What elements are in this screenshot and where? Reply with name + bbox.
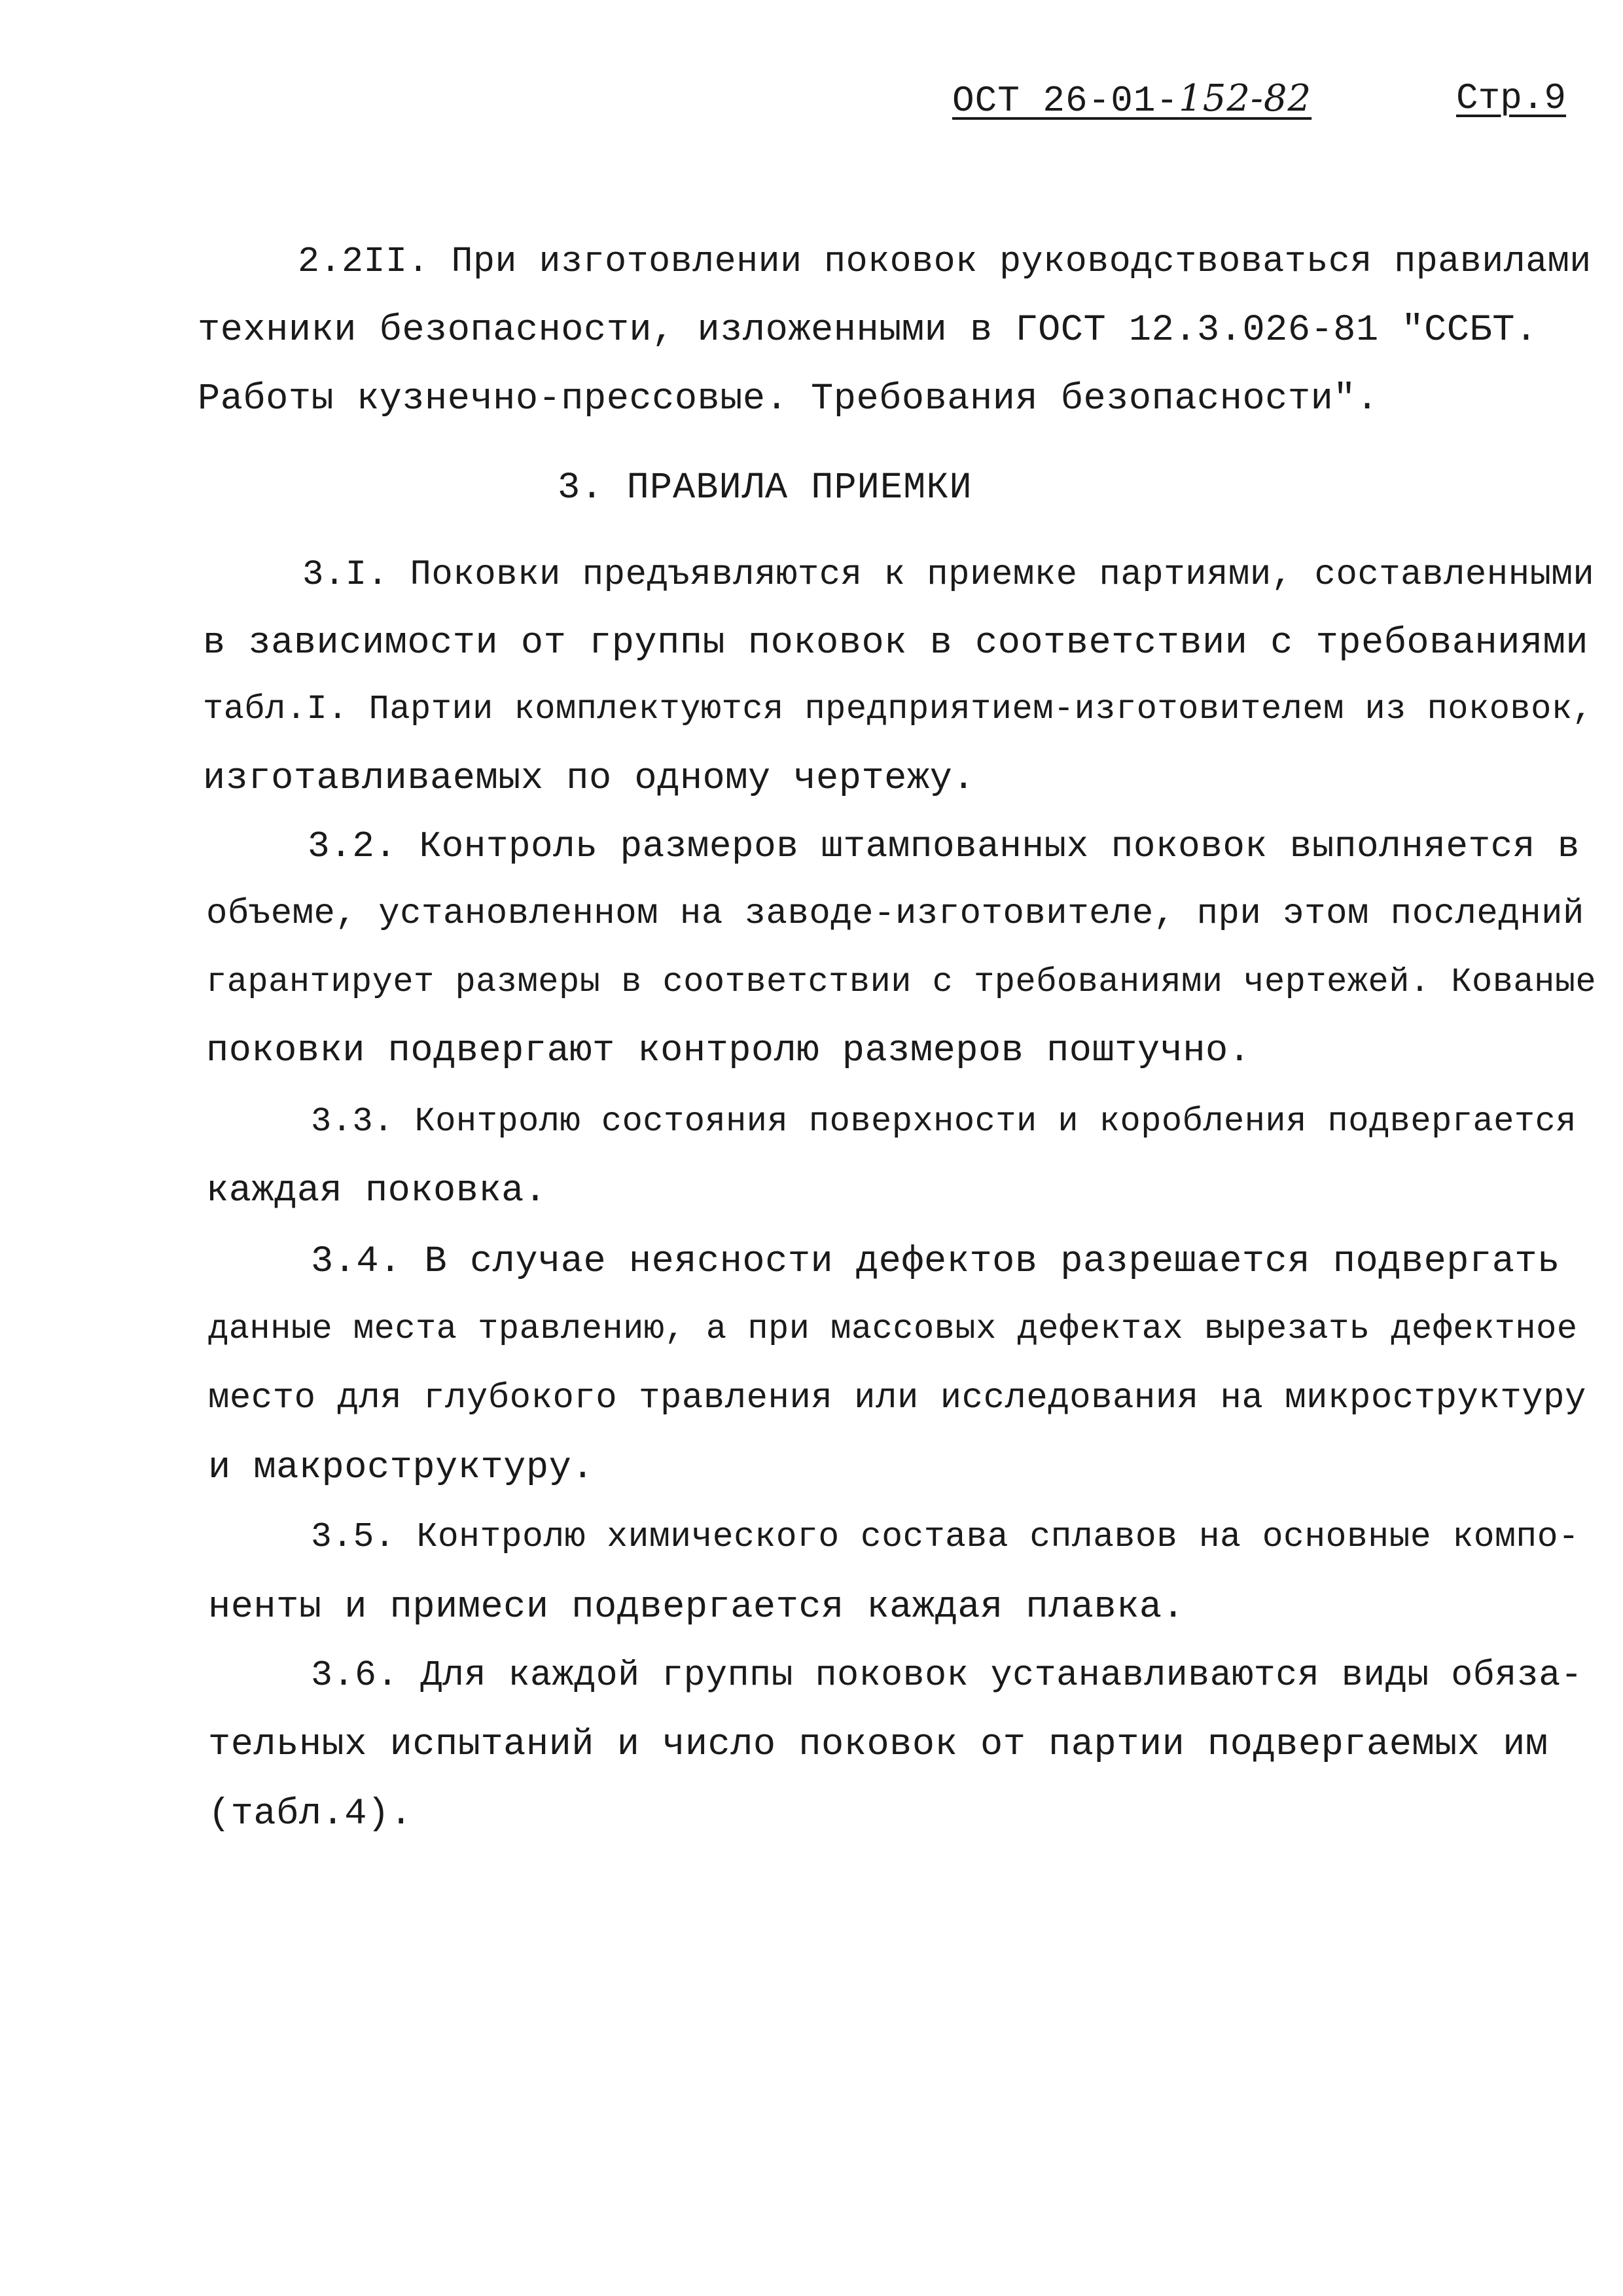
document-code [952,77,1311,122]
paragraph-3-1-line: в зависимости от группы поковок в соответствии с требованиями [203,622,1589,664]
paragraph-3-5-line: ненты и примеси подвергается каждая плавка. [208,1587,1185,1628]
paragraph-3-4-line: и макроструктуру. [208,1447,594,1489]
paragraph-3-3-line: 3.3. Контролю состояния поверхности и коробления подвергается [311,1102,1577,1141]
page-header [952,77,1594,136]
paragraph-3-2-line: объеме, установленном на заводе-изготовителе, при этом последний [206,894,1584,934]
document-code-printed: ОСТ 26-01- [952,80,1179,122]
paragraph-3-6-line: 3.6. Для каждой группы поковок устанавливаются виды обяза- [311,1655,1583,1696]
paragraph-3-2-line: 3.2. Контроль размеров штампованных поковок выполняется в [308,825,1580,867]
paragraph-3-4-line: место для глубокого травления или исследования на микроструктуру [208,1378,1586,1418]
paragraph-3-4-line: 3.4. В случае неясности дефектов разрешается подвергать [311,1241,1560,1283]
paragraph-3-2-line: гарантирует размеры в соответствии с требованиями чертежей. Кованые [206,963,1597,1001]
paragraph-2-21-line: Работы кузнечно-прессовые. Требования безопасности". [198,378,1379,420]
paragraph-3-2-line: поковки подвергают контролю размеров поштучно. [206,1030,1251,1072]
paragraph-3-6-line: тельных испытаний и число поковок от партии подвергаемых им [208,1724,1548,1766]
paragraph-3-5-line: 3.5. Контролю химического состава сплавов на основные компо- [311,1517,1580,1556]
paragraph-2-21-line: техники безопасности, изложенными в ГОСТ 12.3.026-81 "ССБТ. [198,310,1538,351]
paragraph-3-1-line: табл.I. Партии комплектуются предприятием-изготовителем из поковок, [203,690,1594,728]
page-number: Стр.9 [1456,77,1567,119]
paragraph-3-4-line: данные места травлению, а при массовых дефектах вырезать дефектное [208,1310,1578,1348]
document-code-handwritten: 152-82 [1179,77,1312,120]
section-heading: 3. ПРАВИЛА ПРИЕМКИ [558,467,972,509]
paragraph-3-1-line: 3.I. Поковки предъявляются к приемке партиями, составленными [302,555,1595,595]
paragraph-2-21-line: 2.2II. При изготовлении поковок руководствоваться правилами [298,241,1592,282]
paragraph-3-6-line: (табл.4). [208,1793,413,1835]
paragraph-3-3-line: каждая поковка. [206,1170,547,1212]
paragraph-3-1-line: изготавливаемых по одному чертежу. [203,758,975,800]
